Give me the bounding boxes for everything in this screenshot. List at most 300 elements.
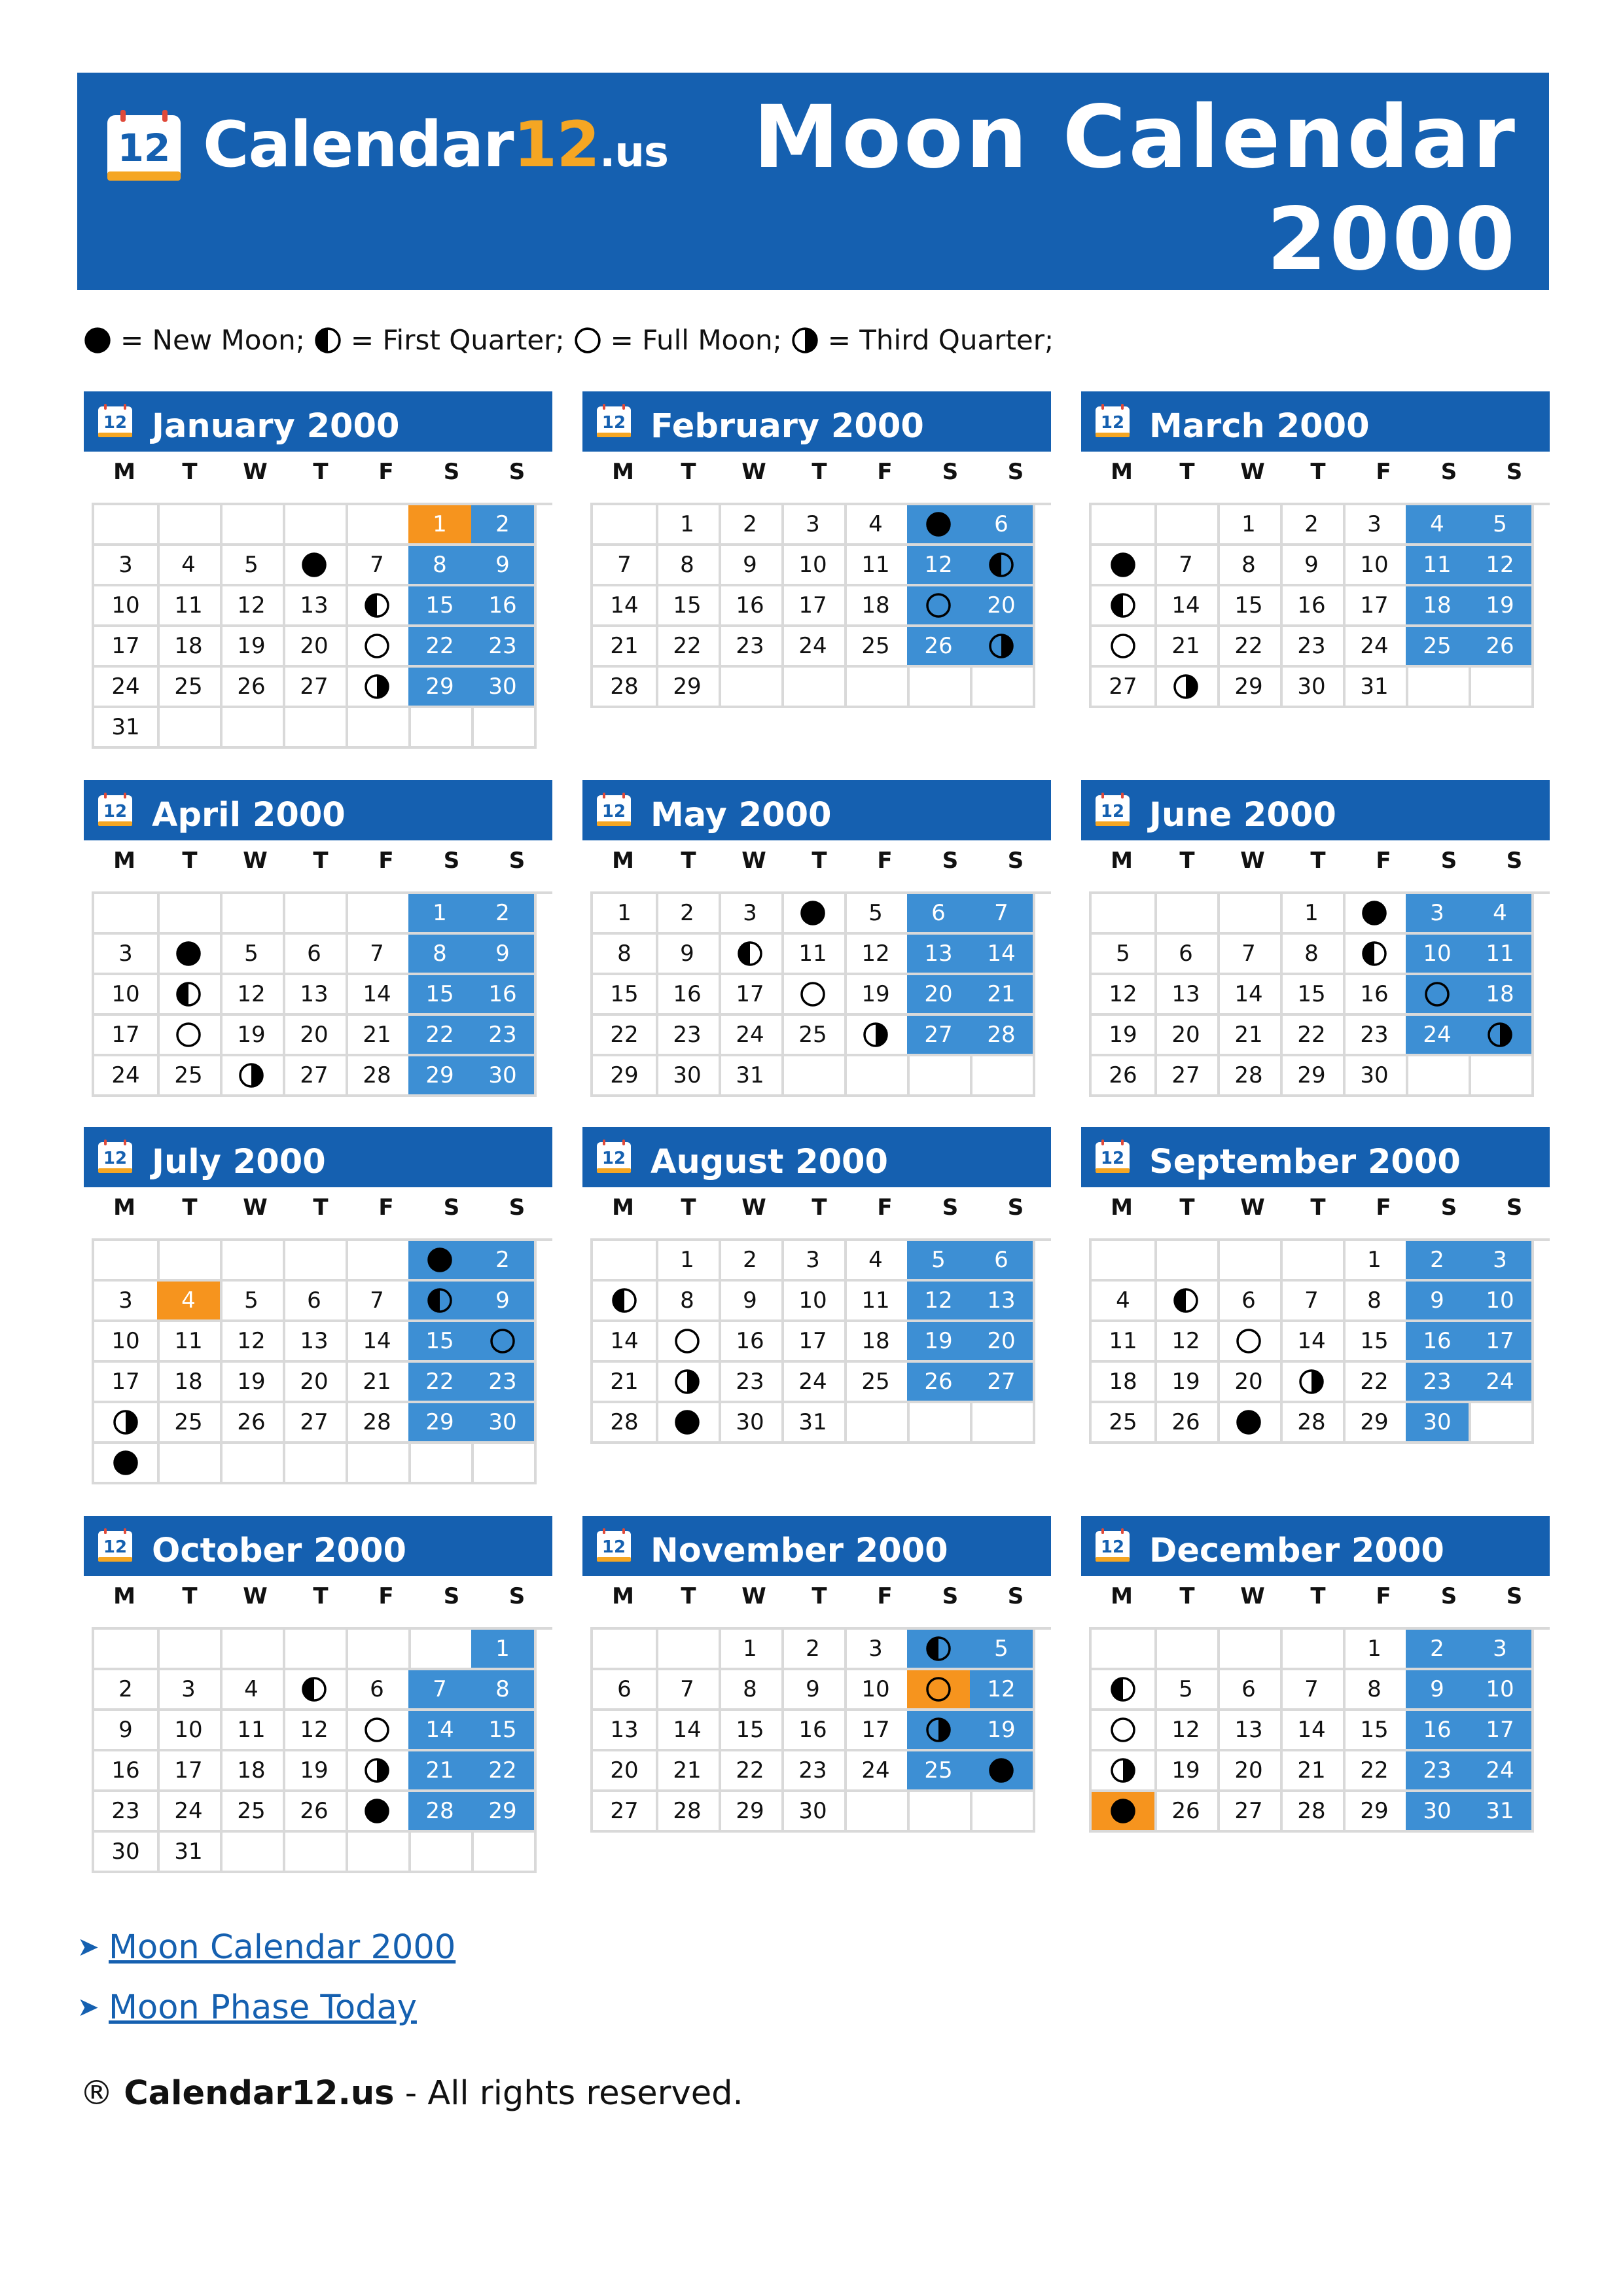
day-cell[interactable] bbox=[220, 546, 285, 586]
day-cell[interactable] bbox=[471, 1630, 537, 1670]
day-cell[interactable] bbox=[719, 1751, 784, 1792]
day-cell[interactable] bbox=[283, 1751, 348, 1792]
day-cell[interactable] bbox=[1092, 1751, 1157, 1792]
day-cell[interactable] bbox=[656, 1792, 721, 1833]
day-cell[interactable] bbox=[1406, 1711, 1471, 1751]
day-cell[interactable] bbox=[157, 1751, 223, 1792]
day-cell[interactable] bbox=[719, 1630, 784, 1670]
day-cell[interactable] bbox=[1406, 1016, 1471, 1056]
day-cell[interactable] bbox=[970, 627, 1035, 668]
day-cell[interactable] bbox=[94, 1711, 160, 1751]
day-cell[interactable] bbox=[346, 1792, 411, 1833]
day-cell[interactable] bbox=[1469, 1670, 1534, 1711]
day-cell[interactable] bbox=[94, 627, 160, 668]
day-cell[interactable] bbox=[346, 586, 411, 627]
day-cell[interactable] bbox=[1469, 1711, 1534, 1751]
day-cell[interactable] bbox=[346, 975, 411, 1016]
day-cell[interactable] bbox=[1343, 1670, 1408, 1711]
day-cell[interactable] bbox=[719, 1056, 784, 1097]
day-cell[interactable] bbox=[94, 1670, 160, 1711]
day-cell[interactable] bbox=[719, 586, 784, 627]
day-cell[interactable] bbox=[1092, 1403, 1157, 1444]
day-cell[interactable] bbox=[94, 1056, 160, 1097]
day-cell[interactable] bbox=[1154, 1670, 1220, 1711]
day-cell[interactable] bbox=[94, 1016, 160, 1056]
day-cell[interactable] bbox=[593, 1711, 658, 1751]
day-cell[interactable] bbox=[346, 668, 411, 708]
day-cell[interactable] bbox=[781, 935, 847, 975]
day-cell[interactable] bbox=[1406, 586, 1471, 627]
day-cell[interactable] bbox=[408, 894, 474, 935]
day-cell[interactable] bbox=[781, 1241, 847, 1282]
day-cell[interactable] bbox=[220, 1056, 285, 1097]
day-cell[interactable] bbox=[1217, 505, 1283, 546]
day-cell[interactable] bbox=[157, 975, 223, 1016]
day-cell[interactable] bbox=[907, 894, 972, 935]
day-cell[interactable] bbox=[346, 1670, 411, 1711]
day-cell[interactable] bbox=[471, 1363, 537, 1403]
day-cell[interactable] bbox=[719, 1403, 784, 1444]
day-cell[interactable] bbox=[1469, 1282, 1534, 1322]
day-cell[interactable] bbox=[283, 935, 348, 975]
day-cell[interactable] bbox=[471, 1322, 537, 1363]
day-cell[interactable] bbox=[1406, 1322, 1471, 1363]
day-cell[interactable] bbox=[1343, 1711, 1408, 1751]
day-cell[interactable] bbox=[1154, 1322, 1220, 1363]
day-cell[interactable] bbox=[1092, 1322, 1157, 1363]
day-cell[interactable] bbox=[1217, 1363, 1283, 1403]
day-cell[interactable] bbox=[157, 1833, 223, 1873]
day-cell[interactable] bbox=[970, 1363, 1035, 1403]
day-cell[interactable] bbox=[593, 1670, 658, 1711]
day-cell[interactable] bbox=[94, 975, 160, 1016]
day-cell[interactable] bbox=[656, 546, 721, 586]
day-cell[interactable] bbox=[1154, 1056, 1220, 1097]
day-cell[interactable] bbox=[220, 1363, 285, 1403]
day-cell[interactable] bbox=[656, 505, 721, 546]
day-cell[interactable] bbox=[844, 1670, 910, 1711]
day-cell[interactable] bbox=[1343, 668, 1408, 708]
day-cell[interactable] bbox=[157, 1670, 223, 1711]
day-cell[interactable] bbox=[1280, 668, 1346, 708]
day-cell[interactable] bbox=[1092, 1363, 1157, 1403]
day-cell[interactable] bbox=[471, 1241, 537, 1282]
day-cell[interactable] bbox=[220, 1670, 285, 1711]
day-cell[interactable] bbox=[656, 1403, 721, 1444]
day-cell[interactable] bbox=[157, 586, 223, 627]
day-cell[interactable] bbox=[844, 627, 910, 668]
day-cell[interactable] bbox=[1280, 935, 1346, 975]
day-cell[interactable] bbox=[1343, 1056, 1408, 1097]
day-cell[interactable] bbox=[1280, 546, 1346, 586]
day-cell[interactable] bbox=[1343, 627, 1408, 668]
day-cell[interactable] bbox=[94, 708, 160, 749]
day-cell[interactable] bbox=[656, 1711, 721, 1751]
day-cell[interactable] bbox=[1280, 1711, 1346, 1751]
day-cell[interactable] bbox=[1343, 1751, 1408, 1792]
day-cell[interactable] bbox=[719, 1016, 784, 1056]
day-cell[interactable] bbox=[970, 1751, 1035, 1792]
day-cell[interactable] bbox=[970, 975, 1035, 1016]
day-cell[interactable] bbox=[157, 627, 223, 668]
day-cell[interactable] bbox=[1343, 1241, 1408, 1282]
day-cell[interactable] bbox=[844, 1322, 910, 1363]
day-cell[interactable] bbox=[1217, 627, 1283, 668]
day-cell[interactable] bbox=[283, 1403, 348, 1444]
day-cell[interactable] bbox=[1343, 546, 1408, 586]
day-cell[interactable] bbox=[1217, 975, 1283, 1016]
day-cell[interactable] bbox=[1280, 1016, 1346, 1056]
day-cell[interactable] bbox=[1343, 505, 1408, 546]
day-cell[interactable] bbox=[220, 975, 285, 1016]
day-cell[interactable] bbox=[1280, 1282, 1346, 1322]
day-cell[interactable] bbox=[970, 586, 1035, 627]
day-cell[interactable] bbox=[1469, 1792, 1534, 1833]
day-cell[interactable] bbox=[719, 894, 784, 935]
day-cell[interactable] bbox=[157, 546, 223, 586]
day-cell[interactable] bbox=[593, 1056, 658, 1097]
day-cell[interactable] bbox=[656, 1241, 721, 1282]
day-cell[interactable] bbox=[1406, 505, 1471, 546]
day-cell[interactable] bbox=[157, 1363, 223, 1403]
day-cell[interactable] bbox=[1217, 935, 1283, 975]
day-cell[interactable] bbox=[157, 1282, 223, 1322]
day-cell[interactable] bbox=[346, 1282, 411, 1322]
day-cell[interactable] bbox=[94, 1363, 160, 1403]
day-cell[interactable] bbox=[719, 627, 784, 668]
day-cell[interactable] bbox=[1406, 935, 1471, 975]
day-cell[interactable] bbox=[1406, 1630, 1471, 1670]
day-cell[interactable] bbox=[346, 1016, 411, 1056]
day-cell[interactable] bbox=[1406, 1792, 1471, 1833]
day-cell[interactable] bbox=[1280, 627, 1346, 668]
day-cell[interactable] bbox=[283, 627, 348, 668]
day-cell[interactable] bbox=[283, 668, 348, 708]
day-cell[interactable] bbox=[907, 627, 972, 668]
day-cell[interactable] bbox=[471, 627, 537, 668]
day-cell[interactable] bbox=[94, 1282, 160, 1322]
day-cell[interactable] bbox=[220, 1403, 285, 1444]
day-cell[interactable] bbox=[220, 1322, 285, 1363]
day-cell[interactable] bbox=[1469, 1630, 1534, 1670]
day-cell[interactable] bbox=[1469, 546, 1534, 586]
day-cell[interactable] bbox=[346, 1363, 411, 1403]
day-cell[interactable] bbox=[1469, 586, 1534, 627]
day-cell[interactable] bbox=[1217, 1282, 1283, 1322]
day-cell[interactable] bbox=[844, 1241, 910, 1282]
day-cell[interactable] bbox=[1469, 1363, 1534, 1403]
day-cell[interactable] bbox=[656, 1016, 721, 1056]
day-cell[interactable] bbox=[1154, 975, 1220, 1016]
day-cell[interactable] bbox=[1217, 1322, 1283, 1363]
day-cell[interactable] bbox=[907, 1670, 972, 1711]
day-cell[interactable] bbox=[283, 1792, 348, 1833]
day-cell[interactable] bbox=[1280, 1403, 1346, 1444]
day-cell[interactable] bbox=[970, 894, 1035, 935]
day-cell[interactable] bbox=[346, 1056, 411, 1097]
day-cell[interactable] bbox=[844, 1751, 910, 1792]
day-cell[interactable] bbox=[157, 1322, 223, 1363]
day-cell[interactable] bbox=[1343, 1630, 1408, 1670]
day-cell[interactable] bbox=[970, 1711, 1035, 1751]
day-cell[interactable] bbox=[157, 1792, 223, 1833]
day-cell[interactable] bbox=[471, 668, 537, 708]
day-cell[interactable] bbox=[408, 1056, 474, 1097]
day-cell[interactable] bbox=[656, 668, 721, 708]
day-cell[interactable] bbox=[1092, 1711, 1157, 1751]
day-cell[interactable] bbox=[346, 935, 411, 975]
day-cell[interactable] bbox=[283, 1056, 348, 1097]
day-cell[interactable] bbox=[1343, 894, 1408, 935]
day-cell[interactable] bbox=[220, 627, 285, 668]
day-cell[interactable] bbox=[1469, 894, 1534, 935]
day-cell[interactable] bbox=[283, 546, 348, 586]
day-cell[interactable] bbox=[593, 1403, 658, 1444]
day-cell[interactable] bbox=[471, 1282, 537, 1322]
day-cell[interactable] bbox=[408, 1322, 474, 1363]
day-cell[interactable] bbox=[781, 975, 847, 1016]
day-cell[interactable] bbox=[907, 935, 972, 975]
day-cell[interactable] bbox=[1469, 1322, 1534, 1363]
day-cell[interactable] bbox=[1217, 1711, 1283, 1751]
day-cell[interactable] bbox=[781, 1630, 847, 1670]
day-cell[interactable] bbox=[283, 1711, 348, 1751]
day-cell[interactable] bbox=[719, 505, 784, 546]
day-cell[interactable] bbox=[781, 586, 847, 627]
day-cell[interactable] bbox=[970, 1282, 1035, 1322]
day-cell[interactable] bbox=[1406, 1670, 1471, 1711]
day-cell[interactable] bbox=[656, 586, 721, 627]
day-cell[interactable] bbox=[471, 894, 537, 935]
day-cell[interactable] bbox=[1469, 505, 1534, 546]
day-cell[interactable] bbox=[408, 1751, 474, 1792]
day-cell[interactable] bbox=[719, 1792, 784, 1833]
day-cell[interactable] bbox=[1154, 668, 1220, 708]
day-cell[interactable] bbox=[94, 1833, 160, 1873]
day-cell[interactable] bbox=[346, 1711, 411, 1751]
day-cell[interactable] bbox=[719, 935, 784, 975]
day-cell[interactable] bbox=[1280, 505, 1346, 546]
day-cell[interactable] bbox=[907, 586, 972, 627]
day-cell[interactable] bbox=[1092, 1282, 1157, 1322]
day-cell[interactable] bbox=[346, 627, 411, 668]
day-cell[interactable] bbox=[1343, 586, 1408, 627]
day-cell[interactable] bbox=[408, 1363, 474, 1403]
day-cell[interactable] bbox=[346, 1751, 411, 1792]
day-cell[interactable] bbox=[593, 1751, 658, 1792]
day-cell[interactable] bbox=[656, 894, 721, 935]
day-cell[interactable] bbox=[157, 1711, 223, 1751]
day-cell[interactable] bbox=[346, 546, 411, 586]
day-cell[interactable] bbox=[94, 1322, 160, 1363]
day-cell[interactable] bbox=[781, 1670, 847, 1711]
day-cell[interactable] bbox=[844, 586, 910, 627]
moon-phase-today-link[interactable]: Moon Phase Today bbox=[109, 1988, 417, 2027]
day-cell[interactable] bbox=[471, 1403, 537, 1444]
day-cell[interactable] bbox=[593, 1282, 658, 1322]
day-cell[interactable] bbox=[220, 1016, 285, 1056]
day-cell[interactable] bbox=[1280, 1670, 1346, 1711]
day-cell[interactable] bbox=[220, 1751, 285, 1792]
day-cell[interactable] bbox=[656, 1322, 721, 1363]
day-cell[interactable] bbox=[408, 586, 474, 627]
day-cell[interactable] bbox=[844, 1630, 910, 1670]
day-cell[interactable] bbox=[408, 668, 474, 708]
day-cell[interactable] bbox=[593, 1363, 658, 1403]
day-cell[interactable] bbox=[1154, 627, 1220, 668]
day-cell[interactable] bbox=[471, 1711, 537, 1751]
day-cell[interactable] bbox=[283, 1016, 348, 1056]
day-cell[interactable] bbox=[471, 505, 537, 546]
day-cell[interactable] bbox=[157, 1016, 223, 1056]
day-cell[interactable] bbox=[781, 1403, 847, 1444]
day-cell[interactable] bbox=[1280, 586, 1346, 627]
day-cell[interactable] bbox=[1406, 894, 1471, 935]
day-cell[interactable] bbox=[781, 1363, 847, 1403]
day-cell[interactable] bbox=[471, 1751, 537, 1792]
day-cell[interactable] bbox=[781, 546, 847, 586]
day-cell[interactable] bbox=[970, 505, 1035, 546]
day-cell[interactable] bbox=[970, 546, 1035, 586]
day-cell[interactable] bbox=[157, 935, 223, 975]
day-cell[interactable] bbox=[94, 546, 160, 586]
day-cell[interactable] bbox=[844, 1711, 910, 1751]
day-cell[interactable] bbox=[408, 1282, 474, 1322]
day-cell[interactable] bbox=[970, 1322, 1035, 1363]
day-cell[interactable] bbox=[970, 1016, 1035, 1056]
day-cell[interactable] bbox=[1406, 546, 1471, 586]
day-cell[interactable] bbox=[1469, 1751, 1534, 1792]
day-cell[interactable] bbox=[1406, 1241, 1471, 1282]
day-cell[interactable] bbox=[593, 546, 658, 586]
day-cell[interactable] bbox=[1092, 586, 1157, 627]
day-cell[interactable] bbox=[781, 894, 847, 935]
day-cell[interactable] bbox=[220, 935, 285, 975]
day-cell[interactable] bbox=[656, 1363, 721, 1403]
day-cell[interactable] bbox=[719, 1363, 784, 1403]
day-cell[interactable] bbox=[656, 1670, 721, 1711]
day-cell[interactable] bbox=[1154, 1751, 1220, 1792]
day-cell[interactable] bbox=[471, 1056, 537, 1097]
day-cell[interactable] bbox=[907, 1241, 972, 1282]
moon-calendar-link[interactable]: Moon Calendar 2000 bbox=[109, 1928, 456, 1967]
day-cell[interactable] bbox=[907, 1630, 972, 1670]
day-cell[interactable] bbox=[907, 1282, 972, 1322]
day-cell[interactable] bbox=[781, 1792, 847, 1833]
day-cell[interactable] bbox=[656, 1056, 721, 1097]
day-cell[interactable] bbox=[844, 1363, 910, 1403]
day-cell[interactable] bbox=[471, 1670, 537, 1711]
day-cell[interactable] bbox=[844, 505, 910, 546]
day-cell[interactable] bbox=[907, 1363, 972, 1403]
day-cell[interactable] bbox=[408, 1241, 474, 1282]
day-cell[interactable] bbox=[781, 627, 847, 668]
day-cell[interactable] bbox=[1217, 1751, 1283, 1792]
day-cell[interactable] bbox=[471, 975, 537, 1016]
day-cell[interactable] bbox=[471, 586, 537, 627]
day-cell[interactable] bbox=[719, 975, 784, 1016]
day-cell[interactable] bbox=[1154, 1792, 1220, 1833]
day-cell[interactable] bbox=[1280, 1751, 1346, 1792]
day-cell[interactable] bbox=[220, 1711, 285, 1751]
day-cell[interactable] bbox=[157, 1056, 223, 1097]
day-cell[interactable] bbox=[719, 546, 784, 586]
day-cell[interactable] bbox=[1343, 1282, 1408, 1322]
day-cell[interactable] bbox=[719, 1711, 784, 1751]
day-cell[interactable] bbox=[907, 505, 972, 546]
day-cell[interactable] bbox=[970, 1241, 1035, 1282]
day-cell[interactable] bbox=[593, 1016, 658, 1056]
day-cell[interactable] bbox=[408, 1670, 474, 1711]
day-cell[interactable] bbox=[1154, 1363, 1220, 1403]
day-cell[interactable] bbox=[656, 1282, 721, 1322]
day-cell[interactable] bbox=[970, 1630, 1035, 1670]
day-cell[interactable] bbox=[1217, 1403, 1283, 1444]
day-cell[interactable] bbox=[94, 586, 160, 627]
day-cell[interactable] bbox=[471, 546, 537, 586]
day-cell[interactable] bbox=[346, 1322, 411, 1363]
day-cell[interactable] bbox=[283, 1282, 348, 1322]
day-cell[interactable] bbox=[656, 1751, 721, 1792]
day-cell[interactable] bbox=[719, 1241, 784, 1282]
day-cell[interactable] bbox=[844, 975, 910, 1016]
day-cell[interactable] bbox=[408, 546, 474, 586]
day-cell[interactable] bbox=[656, 627, 721, 668]
day-cell[interactable] bbox=[1406, 1751, 1471, 1792]
day-cell[interactable] bbox=[408, 1403, 474, 1444]
day-cell[interactable] bbox=[1280, 1056, 1346, 1097]
day-cell[interactable] bbox=[1217, 1792, 1283, 1833]
day-cell[interactable] bbox=[1280, 894, 1346, 935]
day-cell[interactable] bbox=[1280, 1363, 1346, 1403]
day-cell[interactable] bbox=[593, 1322, 658, 1363]
day-cell[interactable] bbox=[1343, 975, 1408, 1016]
day-cell[interactable] bbox=[471, 1016, 537, 1056]
day-cell[interactable] bbox=[781, 1282, 847, 1322]
day-cell[interactable] bbox=[907, 1711, 972, 1751]
day-cell[interactable] bbox=[1154, 935, 1220, 975]
day-cell[interactable] bbox=[283, 586, 348, 627]
day-cell[interactable] bbox=[1217, 1670, 1283, 1711]
day-cell[interactable] bbox=[1406, 1403, 1471, 1444]
day-cell[interactable] bbox=[283, 1363, 348, 1403]
day-cell[interactable] bbox=[907, 975, 972, 1016]
day-cell[interactable] bbox=[1343, 1016, 1408, 1056]
day-cell[interactable] bbox=[844, 546, 910, 586]
day-cell[interactable] bbox=[94, 668, 160, 708]
day-cell[interactable] bbox=[844, 1282, 910, 1322]
day-cell[interactable] bbox=[970, 1670, 1035, 1711]
day-cell[interactable] bbox=[94, 1444, 160, 1484]
day-cell[interactable] bbox=[1280, 975, 1346, 1016]
day-cell[interactable] bbox=[1092, 1016, 1157, 1056]
day-cell[interactable] bbox=[408, 935, 474, 975]
day-cell[interactable] bbox=[781, 505, 847, 546]
day-cell[interactable] bbox=[907, 546, 972, 586]
day-cell[interactable] bbox=[1217, 1016, 1283, 1056]
day-cell[interactable] bbox=[1217, 1056, 1283, 1097]
day-cell[interactable] bbox=[593, 627, 658, 668]
day-cell[interactable] bbox=[781, 1322, 847, 1363]
day-cell[interactable] bbox=[1343, 1363, 1408, 1403]
day-cell[interactable] bbox=[1280, 1322, 1346, 1363]
day-cell[interactable] bbox=[1469, 1241, 1534, 1282]
day-cell[interactable] bbox=[283, 1670, 348, 1711]
day-cell[interactable] bbox=[593, 935, 658, 975]
day-cell[interactable] bbox=[1092, 1792, 1157, 1833]
day-cell[interactable] bbox=[408, 1016, 474, 1056]
day-cell[interactable] bbox=[408, 505, 474, 546]
